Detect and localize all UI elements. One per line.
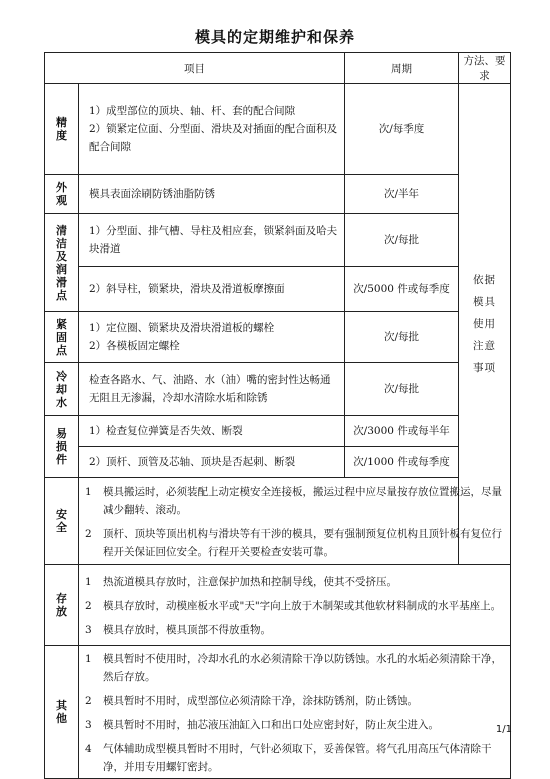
list-item: 1）成型部位的顶块、轴、杆、套的配合间隙 xyxy=(89,105,296,117)
method-text: 依据 模具 使用 注意 事项 xyxy=(459,84,511,565)
cooling-period: 次/每批 xyxy=(345,363,459,416)
table-header-row xyxy=(45,53,511,84)
table-row xyxy=(45,646,511,779)
fastening-items xyxy=(79,312,345,363)
list-item: 1 热流道模具存放时，注意保护加热和控制导线，使其不受挤压。 xyxy=(85,576,397,588)
precision-period: 次/每季度 xyxy=(345,84,459,175)
table-row xyxy=(45,363,511,416)
row-label-appearance: 外 观 xyxy=(45,175,79,214)
table-row xyxy=(45,565,511,646)
appearance-period: 次/半年 xyxy=(345,175,459,214)
maintenance-table xyxy=(44,52,511,779)
list-item: 2 顶杆、顶块等顶出机构与滑块等有干涉的模具，要有强制预复位机构且顶针板有复位行程开关保证回位安全。行程开关要检查安装可靠。 xyxy=(85,528,502,558)
list-item: 3 模具存放时，模具顶部不得放重物。 xyxy=(85,624,271,636)
cleaning-item-1: 1）分型面、排气槽、导柱及相应套，锁紧斜面及哈夫块滑道 xyxy=(79,214,345,267)
row-label-safety: 安 全 xyxy=(45,478,79,565)
list-item: 1）定位圈、锁紧块及滑块滑道板的螺栓 xyxy=(89,322,275,334)
header-method: 方法、要求 xyxy=(459,53,511,84)
cleaning-period-1: 次/每批 xyxy=(345,214,459,267)
list-item: 2 模具存放时，动模座板水平或"天"字向上放于木制架或其他软材料制成的水平基座上。 xyxy=(85,600,502,612)
row-label-precision: 精 度 xyxy=(45,84,79,175)
table-row xyxy=(45,312,511,363)
page-number: 1/1 xyxy=(495,724,512,735)
row-label-cleaning: 清 洁 及 润 滑 点 xyxy=(45,214,79,312)
safety-notes xyxy=(79,478,511,565)
list-item: 1 模具搬运时，必须装配上动定模安全连接板，搬运过程中应尽量按存放位置搬运，尽量减少翻转、滚动。 xyxy=(85,486,502,516)
fastening-period: 次/每批 xyxy=(345,312,459,363)
table-row xyxy=(45,447,511,478)
table-row xyxy=(45,478,511,565)
list-item: 1 模具暂时不使用时，冷却水孔的水必须清除干净以防锈蚀。水孔的水垢必须清除干净，然后存放。 xyxy=(85,653,502,683)
row-label-wear: 易 损 件 xyxy=(45,416,79,478)
wear-period-2: 次/1000 件或每季度 xyxy=(345,447,459,478)
header-item: 项目 xyxy=(45,53,345,84)
table-row xyxy=(45,175,511,214)
list-item: 2 模具暂时不用时，成型部位必须清除干净，涂抹防锈剂，防止锈蚀。 xyxy=(85,695,418,707)
cooling-item: 检查各路水、气、油路、水（油）嘴的密封性达畅通无阻且无渗漏，冷却水清除水垢和除锈 xyxy=(79,363,345,416)
other-notes xyxy=(79,646,511,779)
header-period: 周期 xyxy=(345,53,459,84)
storage-notes xyxy=(79,565,511,646)
list-item: 2）各模板固定螺栓 xyxy=(89,340,180,352)
list-item: 3 模具暂时不用时，抽芯液压油缸入口和出口处应密封好，防止灰尘进入。 xyxy=(85,719,439,731)
table-row xyxy=(45,214,511,267)
list-item: 4 气体辅助成型模具暂时不用时，气针必须取下，妥善保管。将气孔用高压气体清除干净，并用专用螺钉密封。 xyxy=(85,743,492,773)
cleaning-period-2: 次/5000 件或每季度 xyxy=(345,267,459,312)
wear-period-1: 次/3000 件或每半年 xyxy=(345,416,459,447)
table-row xyxy=(45,416,511,447)
wear-item-1: 1）检查复位弹簧是否失效、断裂 xyxy=(79,416,345,447)
cleaning-item-2: 2）斜导柱，锁紧块，滑块及滑道板摩擦面 xyxy=(79,267,345,312)
appearance-item: 模具表面涂刷防锈油脂防锈 xyxy=(79,175,345,214)
page-title: 模具的定期维护和保养 xyxy=(194,28,355,46)
row-label-fastening: 紧 固 点 xyxy=(45,312,79,363)
wear-item-2: 2）顶杆、顶管及芯轴、顶块是否起刺、断裂 xyxy=(79,447,345,478)
row-label-storage: 存 放 xyxy=(45,565,79,646)
table-row xyxy=(45,267,511,312)
precision-items xyxy=(79,84,345,175)
table-row xyxy=(45,84,511,175)
row-label-cooling: 冷 却 水 xyxy=(45,363,79,416)
row-label-other: 其 他 xyxy=(45,646,79,779)
list-item: 2）锁紧定位面、分型面、滑块及对插面的配合面积及配合间隙 xyxy=(89,123,338,153)
